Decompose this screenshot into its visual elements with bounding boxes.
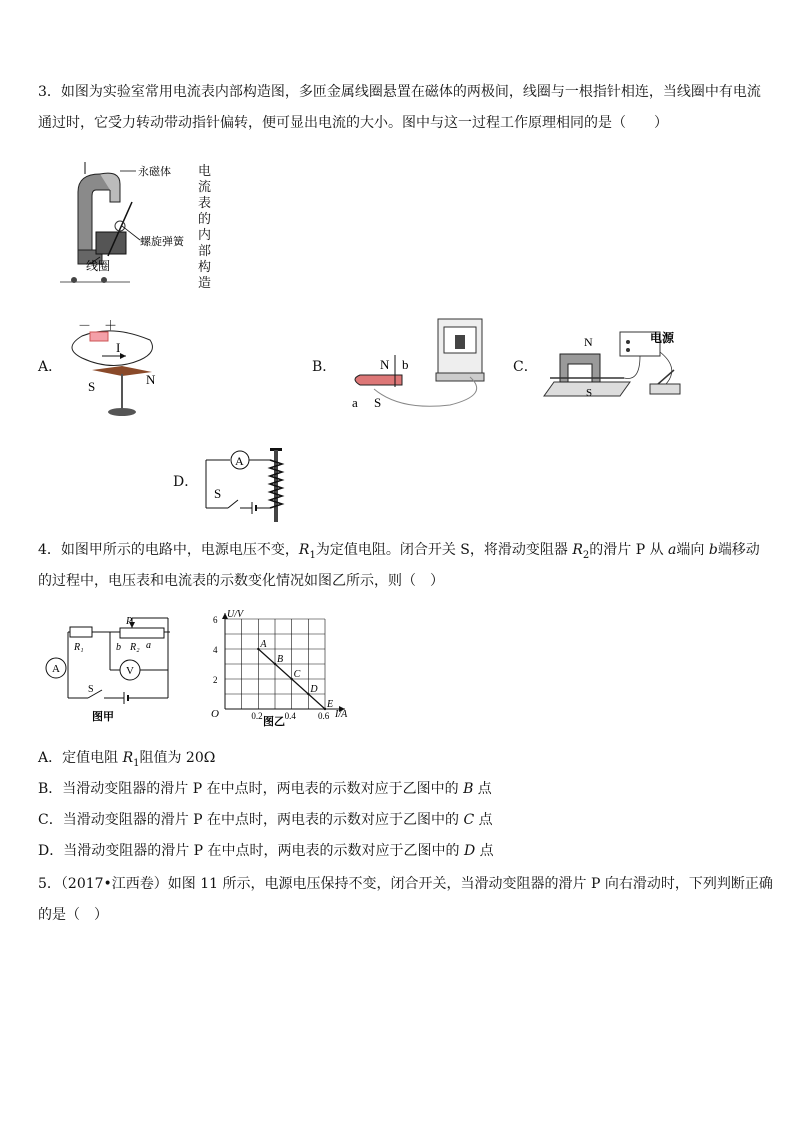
graph-point-label: A — [260, 639, 267, 650]
label-spiral-spring: 螺旋弹簧 — [140, 236, 184, 248]
q4-option-b: B．当滑动变阻器的滑片 P 在中点时，两电表的示数对应于乙图中的 B 点 — [38, 781, 492, 797]
q3-option-d-letter: D． — [173, 474, 199, 490]
graph-point-label: D — [310, 684, 318, 695]
option-c-power-label: 电源 — [650, 331, 675, 345]
option-b-n: N — [380, 357, 390, 372]
option-a-figure — [62, 318, 172, 418]
x-tick-label: 0.4 — [284, 711, 296, 721]
y-tick-label: 2 — [213, 675, 218, 685]
graph-point-label: E — [327, 699, 334, 710]
q3-option-a-letter: A． — [38, 359, 63, 375]
circuit-jia-caption: 图甲 — [92, 711, 114, 723]
graph-data-point — [324, 708, 326, 710]
graph-point-label: B — [277, 654, 284, 665]
graph-data-point — [307, 693, 309, 695]
option-c-s: S — [586, 387, 593, 399]
circuit-switch-label: S — [88, 684, 94, 695]
q3-stem-line1: 3．如图为实验室常用电流表内部构造图，多匝金属线圈悬置在磁体的两极间，线圈与一根指针相连，当线圈中有电流 — [38, 84, 761, 100]
graph-data-point — [290, 678, 292, 680]
circuit-ammeter-letter: A — [52, 663, 60, 675]
option-d-figure — [200, 440, 290, 524]
graph-data-point — [257, 648, 259, 650]
circuit-jia-figure — [40, 610, 190, 725]
q5-stem-line1: 5．（2017•江西卷）如图 11 所示，电源电压保持不变，闭合开关，当滑动变阻器的滑片 P 向右滑动时，下列判断正确 — [38, 876, 773, 892]
option-b-b: b — [402, 357, 409, 372]
circuit-voltmeter-letter: V — [126, 665, 134, 677]
option-a-n: N — [146, 372, 156, 387]
option-a-s: S — [88, 379, 96, 394]
option-a-current: I — [116, 340, 121, 355]
q3-option-b-letter: B． — [312, 359, 337, 375]
q4-stem-line1: 4．如图甲所示的电路中，电源电压不变，$R_1$为定值电阻。闭合开关 S，将滑动变阻器 $R_2$的滑片 P 从 a端向 b端移动 — [38, 542, 760, 561]
option-a-plus: ＋ — [104, 318, 118, 333]
q3-option-c-letter: C． — [513, 359, 538, 375]
graph-y-axis-label: U/V — [227, 609, 244, 620]
option-c-figure — [540, 322, 690, 406]
ammeter-structure-figure — [60, 162, 220, 292]
label-coil: 线圈 — [86, 259, 111, 273]
ammeter-figure-caption: 电流表的内部构造 — [198, 164, 212, 291]
option-d-ammeter-letter: A — [235, 454, 244, 468]
q4-option-d: D．当滑动变阻器的滑片 P 在中点时，两电表的示数对应于乙图中的 D 点 — [38, 843, 494, 859]
graph-origin: O — [211, 708, 219, 720]
graph-yi-figure — [205, 605, 355, 730]
x-tick-label: 0.2 — [251, 711, 263, 721]
circuit-r2-label: R₂ — [130, 642, 140, 653]
q4-option-a: A．定值电阻 $R_1$阻值为 20Ω — [38, 750, 216, 769]
q4-option-c: C．当滑动变阻器的滑片 P 在中点时，两电表的示数对应于乙图中的 C 点 — [38, 812, 493, 828]
label-permanent-magnet: 永磁体 — [138, 166, 171, 178]
graph-point-label: C — [293, 669, 301, 680]
option-d-switch-label: S — [214, 486, 222, 501]
option-a-minus: － — [78, 318, 92, 333]
circuit-r1-label: R₁ — [74, 642, 84, 653]
graph-x-axis-label: I/A — [335, 709, 348, 720]
option-b-s: S — [374, 395, 382, 410]
q3-stem-line2: 通过时，它受力转动带动指针偏转，便可显出电流的大小。图中与这一过程工作原理相同的是（ ） — [38, 115, 668, 131]
circuit-a-label: a — [146, 640, 151, 651]
option-c-n: N — [584, 335, 593, 349]
y-tick-label: 6 — [213, 615, 218, 625]
circuit-p-label: P — [126, 616, 133, 627]
y-tick-label: 4 — [213, 645, 218, 655]
option-b-a: a — [352, 395, 358, 410]
q4-stem-line2: 的过程中，电压表和电流表的示数变化情况如图乙所示，则（ ） — [38, 573, 444, 589]
x-tick-label: 0.6 — [318, 711, 330, 721]
option-b-figure — [340, 315, 490, 413]
graph-data-point — [274, 663, 276, 665]
q5-stem-line2: 的是（ ） — [38, 907, 108, 923]
graph-yi-caption: 图乙 — [263, 716, 285, 728]
circuit-b-label: b — [116, 642, 121, 653]
